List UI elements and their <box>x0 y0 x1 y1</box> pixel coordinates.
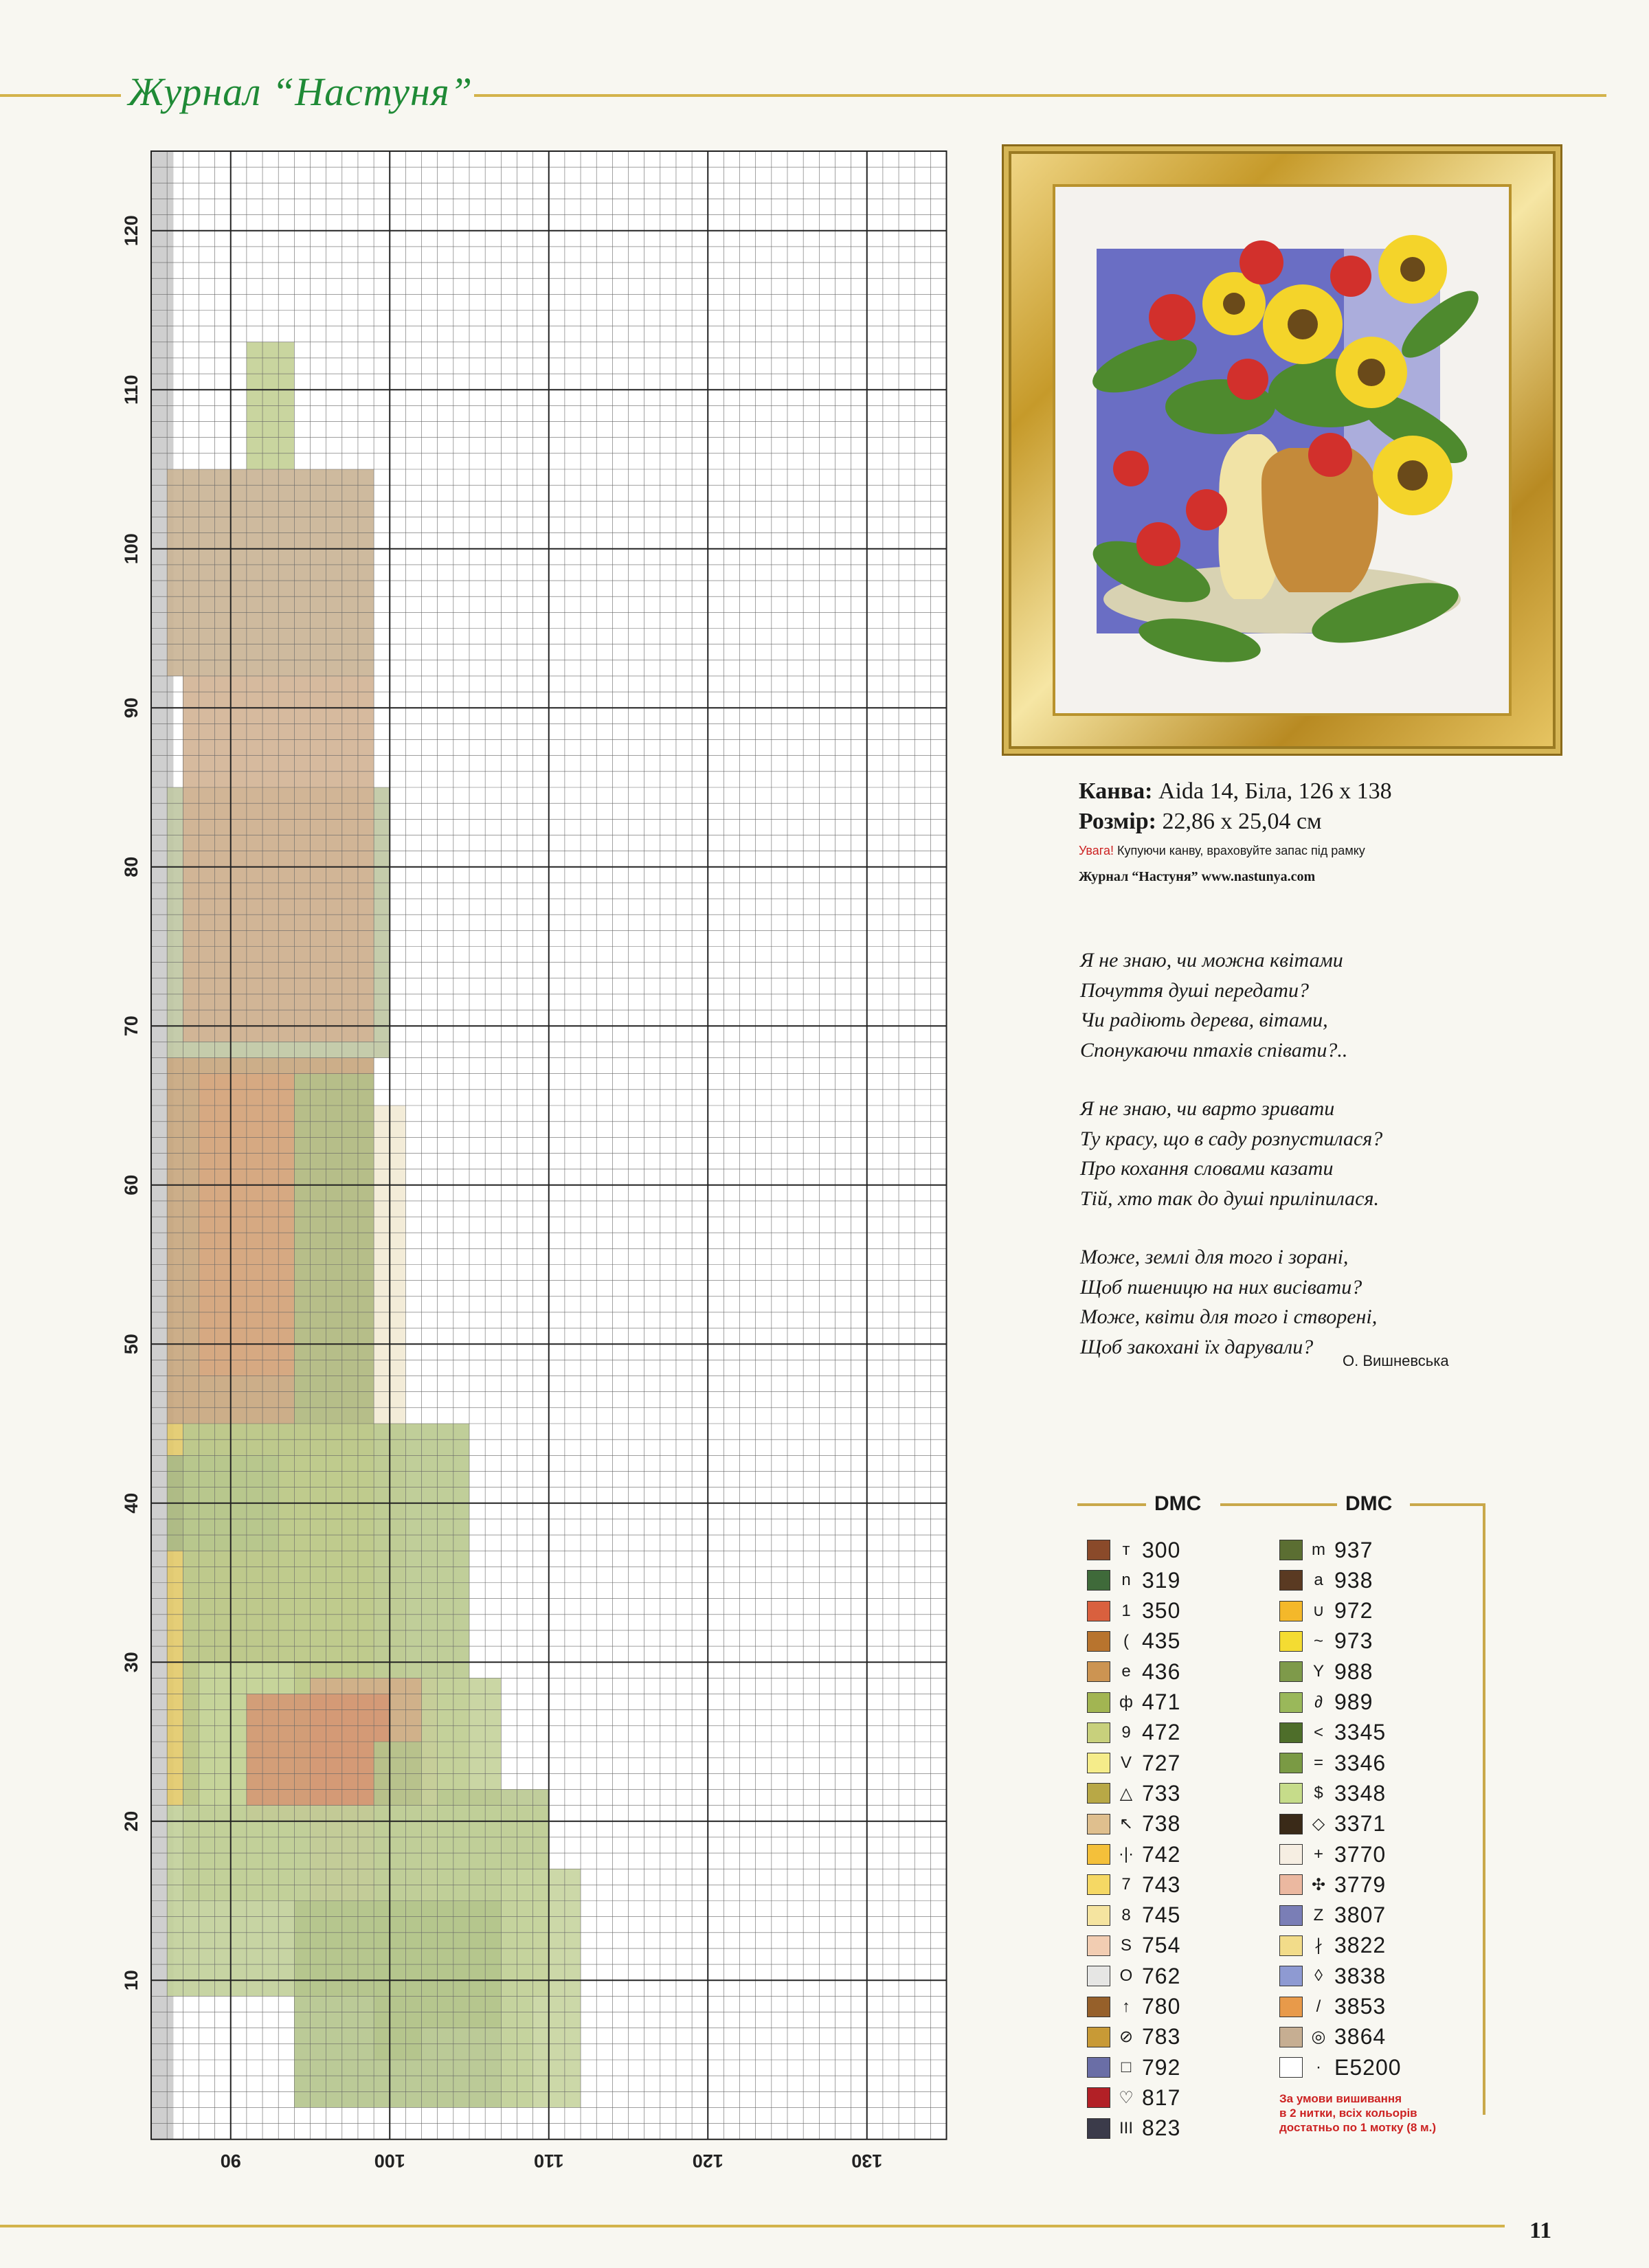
bottom-axis-label: 120 <box>692 2150 723 2171</box>
legend-row <box>1087 1689 1180 1716</box>
color-swatch <box>1087 1540 1110 1560</box>
color-swatch <box>1279 1601 1303 1621</box>
dmc-code: 436 <box>1142 1659 1181 1684</box>
dmc-code: 823 <box>1142 2115 1181 2141</box>
stitch-symbol: V <box>1120 1753 1132 1773</box>
color-swatch <box>1087 1722 1110 1743</box>
legend-row <box>1087 2054 1180 2081</box>
color-swatch <box>1087 1844 1110 1865</box>
dmc-code: 743 <box>1142 1872 1181 1897</box>
stitch-symbol: ◇ <box>1312 1815 1325 1834</box>
dmc-code: 300 <box>1142 1537 1181 1562</box>
poem-line: Я не знаю, чи варто зривати <box>1080 1097 1335 1120</box>
canvas-value: Aida 14, Біла, 126 х 138 <box>1158 778 1392 804</box>
poem-stanza-3 <box>1080 1242 1382 1362</box>
canvas-info <box>1079 776 1392 885</box>
legend-row <box>1279 1810 1386 1838</box>
dmc-code: 989 <box>1334 1689 1373 1714</box>
legend-row <box>1279 1902 1386 1929</box>
note-line: в 2 нитки, всіх кольорів <box>1279 2107 1417 2120</box>
legend-row <box>1087 1962 1180 1990</box>
dmc-code: 738 <box>1142 1811 1181 1837</box>
dmc-code: 472 <box>1142 1720 1181 1745</box>
stitch-symbol: ♡ <box>1119 2088 1134 2107</box>
legend-row <box>1279 1689 1373 1716</box>
size-label: Розмір: <box>1079 809 1156 834</box>
stitch-symbol: < <box>1313 1722 1323 1742</box>
dmc-code: 780 <box>1142 1994 1181 2019</box>
stitch-symbol: Z <box>1313 1905 1324 1924</box>
dmc-code: 3348 <box>1334 1780 1387 1806</box>
dmc-code: 350 <box>1142 1598 1181 1624</box>
dmc-code: 938 <box>1334 1567 1373 1593</box>
stitch-symbol: ~ <box>1313 1631 1323 1650</box>
cross-stitch-chart <box>110 144 976 2171</box>
legend-row <box>1087 1658 1180 1685</box>
header-line-left <box>0 94 121 97</box>
poem-author: О. Вишневська <box>1343 1352 1449 1369</box>
poem-line: Чи радіють дерева, вітами, <box>1080 1009 1328 1031</box>
color-swatch <box>1087 1874 1110 1895</box>
left-axis-label: 90 <box>121 697 142 719</box>
poem <box>1080 945 1382 1391</box>
stitch-symbol: a <box>1314 1571 1323 1590</box>
dmc-code: 3770 <box>1334 1841 1387 1867</box>
legend-row <box>1087 1841 1180 1868</box>
color-swatch <box>1087 1661 1110 1682</box>
stitch-symbol: ф <box>1119 1692 1133 1711</box>
dmc-code: 817 <box>1142 2085 1181 2110</box>
left-axis-label: 80 <box>121 856 142 877</box>
stitch-symbol: 1 <box>1121 1601 1131 1620</box>
legend-note <box>1279 2091 1436 2135</box>
bottom-axis-label: 110 <box>533 2150 564 2171</box>
dmc-code: 745 <box>1142 1902 1181 1928</box>
legend-row <box>1279 1962 1386 1990</box>
stitch-symbol: ◎ <box>1311 2028 1326 2047</box>
legend-line <box>1077 1503 1146 1506</box>
color-swatch <box>1279 1661 1303 1682</box>
color-swatch <box>1279 1631 1303 1652</box>
stitch-symbol: т <box>1122 1540 1130 1559</box>
left-axis-label: 20 <box>121 1810 142 1832</box>
stitch-symbol: ↑ <box>1122 1997 1130 2016</box>
header-line-right <box>474 94 1606 97</box>
dmc-code: 988 <box>1334 1659 1373 1684</box>
legend-row <box>1087 1871 1180 1898</box>
color-swatch <box>1087 1631 1110 1652</box>
legend-row <box>1279 1993 1386 2021</box>
stitch-symbol: O <box>1119 1966 1133 1986</box>
stitch-symbol: e <box>1121 1662 1131 1681</box>
dmc-code: 435 <box>1142 1628 1181 1654</box>
dmc-code: 3807 <box>1334 1902 1387 1928</box>
legend-row <box>1279 2054 1402 2081</box>
dmc-code: 792 <box>1142 2054 1181 2080</box>
stitch-symbol: = <box>1313 1753 1323 1773</box>
legend-row <box>1087 1536 1180 1564</box>
legend-row <box>1279 1749 1386 1777</box>
color-swatch <box>1087 2087 1110 2108</box>
stitch-symbol: ∪ <box>1312 1602 1325 1621</box>
photo-matte <box>1055 187 1509 713</box>
dmc-code: 733 <box>1142 1780 1181 1806</box>
legend-header-left: DMC <box>1154 1492 1202 1515</box>
stitch-symbol: 7 <box>1121 1875 1131 1894</box>
color-swatch <box>1279 1966 1303 1986</box>
left-axis-label: 120 <box>121 215 142 247</box>
color-swatch <box>1087 2057 1110 2078</box>
color-swatch <box>1279 1935 1303 1956</box>
legend-line <box>1220 1503 1337 1506</box>
stitch-symbol: ·|· <box>1118 1845 1134 1863</box>
stitch-symbol: m <box>1312 1540 1325 1559</box>
dmc-code: 742 <box>1142 1841 1181 1867</box>
dmc-code: 3345 <box>1334 1720 1387 1745</box>
color-swatch <box>1087 1601 1110 1621</box>
dmc-code: 319 <box>1142 1567 1181 1593</box>
poem-line: Може, квіти для того і створені, <box>1080 1305 1378 1328</box>
color-swatch <box>1087 1905 1110 1926</box>
stitch-symbol: ⊘ <box>1119 2028 1134 2047</box>
left-axis-label: 100 <box>121 533 142 565</box>
color-swatch <box>1279 1905 1303 1926</box>
color-swatch <box>1279 1814 1303 1834</box>
color-swatch <box>1087 1783 1110 1804</box>
legend-row <box>1087 1932 1180 1960</box>
color-swatch <box>1279 2027 1303 2047</box>
chart-color-region <box>501 1869 581 2107</box>
dmc-code: 3346 <box>1334 1750 1387 1775</box>
size-value: 22,86 х 25,04 см <box>1162 809 1322 834</box>
poem-line: Ту красу, що в саду розпустилася? <box>1080 1127 1383 1150</box>
stitch-symbol: △ <box>1119 1784 1133 1803</box>
dmc-code: 973 <box>1334 1628 1373 1654</box>
legend-row <box>1087 1628 1180 1655</box>
warning-text: Купуючи канву, враховуйте запас під рамку <box>1117 844 1365 857</box>
legend-row <box>1087 1902 1180 1929</box>
color-swatch <box>1087 1966 1110 1986</box>
dmc-code: 937 <box>1334 1537 1373 1562</box>
legend-row <box>1279 1628 1373 1655</box>
stitch-symbol: ↖ <box>1119 1815 1134 1834</box>
dmc-code: 727 <box>1142 1750 1181 1775</box>
legend-row <box>1087 2115 1180 2142</box>
left-axis-label: 50 <box>121 1334 142 1355</box>
stitch-symbol: $ <box>1314 1784 1323 1803</box>
journal-website: Журнал “Настуня” www.nastunya.com <box>1079 869 1316 884</box>
stitch-symbol: ( <box>1123 1631 1129 1650</box>
poem-line: Щоб закохані їх дарували? <box>1080 1335 1314 1358</box>
stitch-symbol: + <box>1313 1845 1323 1863</box>
color-swatch <box>1087 1814 1110 1834</box>
left-axis-label: 70 <box>121 1015 142 1037</box>
legend-row <box>1087 1749 1180 1777</box>
stitch-symbol: □ <box>1121 2058 1132 2077</box>
poem-line: Тій, хто так до душі приліпилася. <box>1080 1187 1379 1210</box>
legend-row <box>1279 1597 1373 1625</box>
dmc-code: 3838 <box>1334 1963 1387 1988</box>
legend-row <box>1087 1719 1180 1747</box>
color-swatch <box>1279 1570 1303 1591</box>
legend-row <box>1087 1597 1180 1625</box>
dmc-code: 3371 <box>1334 1811 1387 1837</box>
color-swatch <box>1279 1692 1303 1713</box>
dmc-code: E5200 <box>1334 2054 1402 2080</box>
stitch-symbol: · <box>1316 2058 1321 2077</box>
stitch-symbol: ∤ <box>1314 1936 1323 1955</box>
legend-row <box>1087 2023 1180 2051</box>
legend-row <box>1279 1536 1373 1564</box>
dmc-code: 754 <box>1142 1933 1181 1958</box>
legend-row <box>1087 1993 1180 2021</box>
poem-line: Про кохання словами казати <box>1080 1157 1334 1180</box>
color-swatch <box>1279 1783 1303 1804</box>
stitch-symbol: / <box>1316 1997 1321 2016</box>
stitch-symbol: ◊ <box>1314 1966 1323 1986</box>
color-swatch <box>1087 1753 1110 1773</box>
bottom-axis-label: 130 <box>851 2150 883 2171</box>
legend-row <box>1279 1841 1386 1868</box>
color-swatch <box>1279 1844 1303 1865</box>
left-axis-label: 30 <box>121 1652 142 1673</box>
legend-row <box>1279 1567 1373 1594</box>
poem-line: Я не знаю, чи можна квітами <box>1080 949 1343 972</box>
legend-row <box>1087 1779 1180 1807</box>
stitch-symbol: ∂ <box>1314 1692 1323 1711</box>
color-swatch <box>1279 1874 1303 1895</box>
dmc-code: 762 <box>1142 1963 1181 1988</box>
dmc-code: 783 <box>1142 2024 1181 2050</box>
color-swatch <box>1279 1753 1303 1773</box>
color-swatch <box>1279 1540 1303 1560</box>
stitch-symbol: n <box>1121 1571 1131 1590</box>
chart-color-region <box>167 469 374 676</box>
dmc-code: 3822 <box>1334 1933 1387 1958</box>
legend-border <box>1483 1503 1485 2115</box>
legend-row <box>1279 1871 1386 1898</box>
stitch-symbol: 8 <box>1121 1905 1131 1924</box>
page-number: 11 <box>1529 2218 1552 2243</box>
dmc-code: 972 <box>1334 1598 1373 1624</box>
left-axis-label: 110 <box>121 374 142 405</box>
legend-row <box>1279 2023 1386 2051</box>
color-swatch <box>1087 1935 1110 1956</box>
note-line: За умови вишивання <box>1279 2092 1402 2105</box>
canvas-label: Канва: <box>1079 778 1153 804</box>
footer-line <box>0 2225 1505 2227</box>
color-swatch <box>1087 2118 1110 2139</box>
note-line: достатньо по 1 мотку (8 м.) <box>1279 2121 1437 2134</box>
legend-row <box>1279 1658 1373 1685</box>
chart-color-region <box>294 1901 532 2108</box>
left-axis-label: 40 <box>121 1492 142 1514</box>
poem-line: Щоб пшеницю на них висівати? <box>1080 1275 1362 1299</box>
dmc-code: 3853 <box>1334 1994 1387 2019</box>
stitch-symbol: Y <box>1312 1662 1324 1681</box>
stitch-symbol: III <box>1119 2118 1133 2137</box>
legend-row <box>1087 1810 1180 1838</box>
legend-row <box>1087 1567 1180 1594</box>
color-swatch <box>1087 1570 1110 1591</box>
chart-left-axis <box>121 215 142 1990</box>
legend-line <box>1410 1503 1485 1506</box>
sunflower-bouquet-illustration <box>1055 187 1509 713</box>
poem-stanza-2 <box>1080 1094 1382 1213</box>
left-axis-label: 60 <box>121 1174 142 1195</box>
color-swatch <box>1279 1722 1303 1743</box>
poem-line: Спонукаючи птахів співати?.. <box>1080 1038 1348 1062</box>
bottom-axis-label: 100 <box>374 2150 405 2171</box>
left-axis-label: 10 <box>121 1970 142 1991</box>
bottom-axis-label: 90 <box>220 2150 241 2171</box>
framed-embroidery-photo <box>1002 144 1562 756</box>
color-swatch <box>1087 2027 1110 2047</box>
stitch-symbol: 9 <box>1121 1722 1131 1742</box>
warning-label: Увага! <box>1079 844 1114 857</box>
legend-row <box>1087 2084 1180 2111</box>
legend-row <box>1279 1932 1386 1960</box>
legend-header-right: DMC <box>1345 1492 1393 1515</box>
dmc-code: 3864 <box>1334 2024 1387 2050</box>
poem-line: Може, землі для того і зорані, <box>1080 1246 1349 1268</box>
dmc-code: 3779 <box>1334 1872 1387 1897</box>
poem-line: Почуття душі передати? <box>1080 978 1309 1002</box>
chart-bottom-axis <box>221 2151 883 2171</box>
color-swatch <box>1279 2057 1303 2078</box>
poem-stanza-1 <box>1080 945 1382 1065</box>
stitch-symbol: ✣ <box>1311 1875 1326 1894</box>
stitch-symbol: S <box>1120 1935 1132 1955</box>
color-swatch <box>1279 1997 1303 2017</box>
dmc-code: 471 <box>1142 1689 1181 1714</box>
legend-row <box>1279 1719 1386 1747</box>
legend-row <box>1279 1779 1386 1807</box>
journal-title: Журнал “Настуня” <box>128 69 473 114</box>
color-swatch <box>1087 1997 1110 2017</box>
color-swatch <box>1087 1692 1110 1713</box>
